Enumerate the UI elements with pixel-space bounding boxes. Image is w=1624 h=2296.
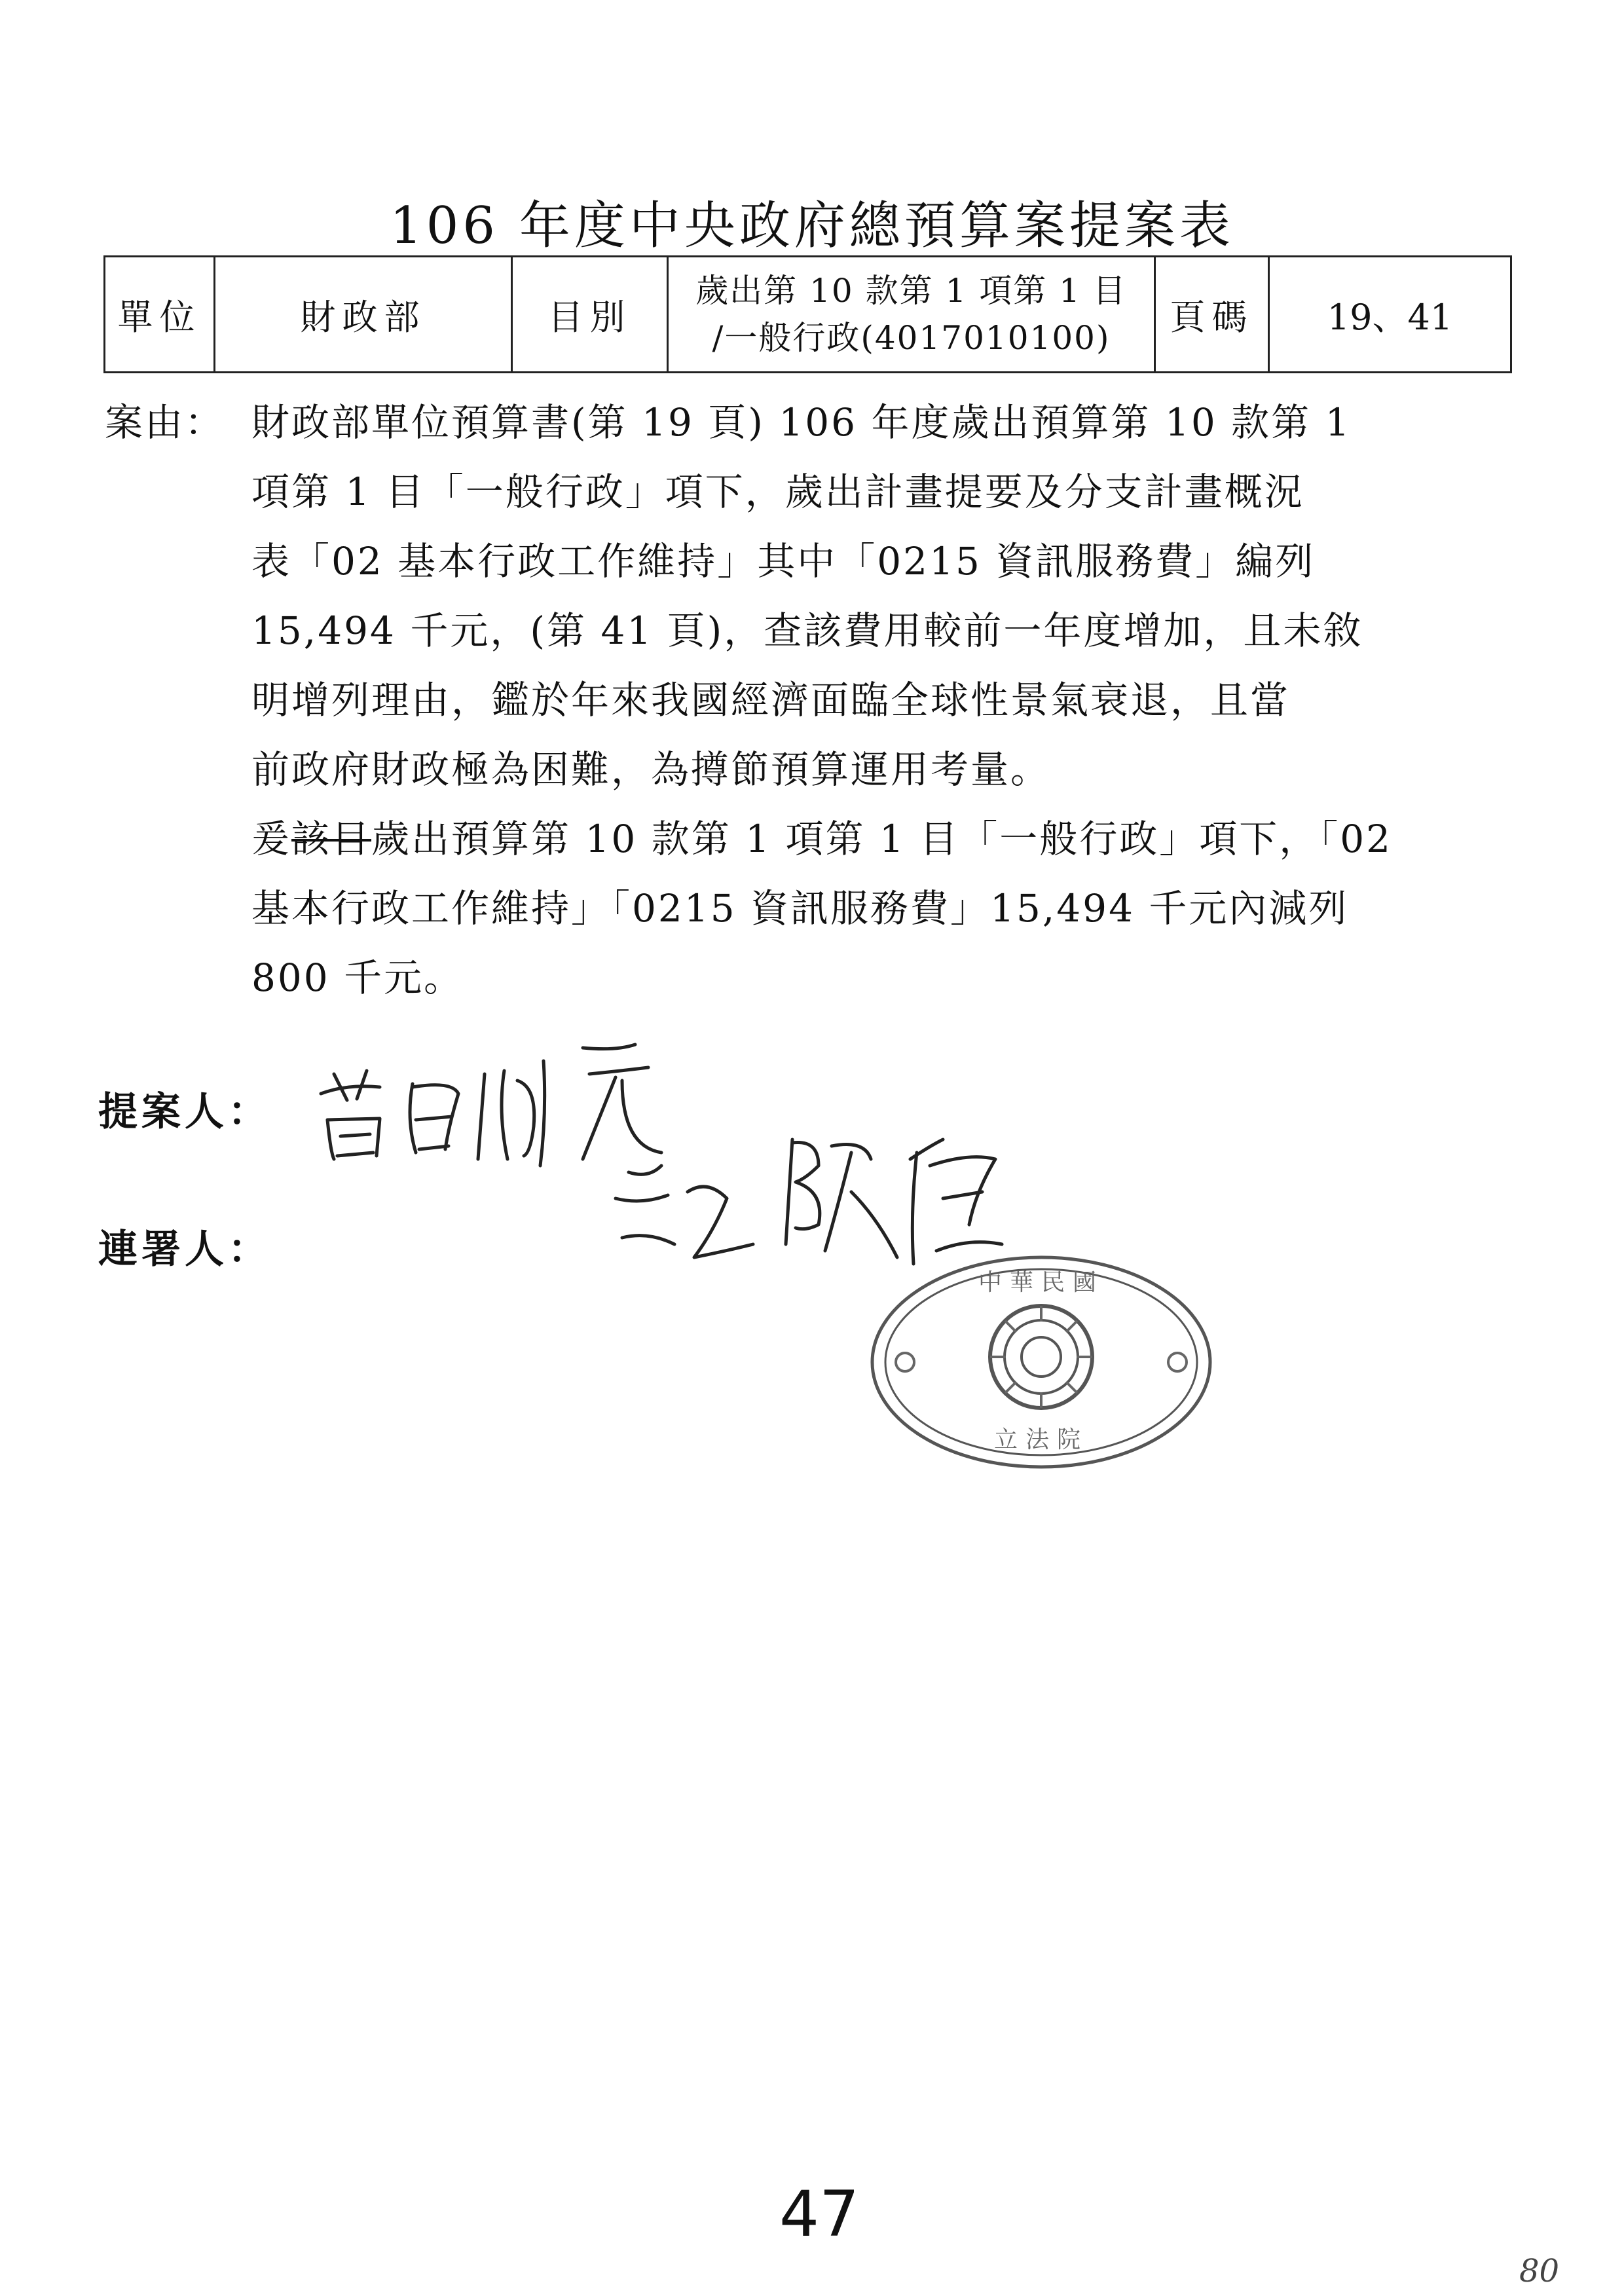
proposal-prefix: 爰 — [251, 817, 292, 861]
case-line: 表「02 基本行政工作維持」其中「0215 資訊服務費」編列 — [251, 539, 1316, 583]
proposal-line: 基本行政工作維持」「0215 資訊服務費」15,494 千元內減列 — [251, 886, 1349, 931]
page-value: 19、41 — [1269, 257, 1511, 373]
case-line: 前政府財政極為困難，為撙節預算運用考量。 — [251, 747, 1051, 792]
case-line: 財政部單位預算書(第 19 頁) 106 年度歲出預算第 10 款第 1 — [251, 400, 1352, 445]
proposal-rest: 歲出預算第 10 款第 1 項第 1 目「一般行政」項下，「02 — [371, 817, 1393, 861]
case-line: 明增列理由，鑑於年來我國經濟面臨全球性景氣衰退，且當 — [251, 678, 1291, 722]
svg-text:立法院: 立法院 — [993, 1426, 1089, 1453]
scan-number: 80 — [1519, 2253, 1560, 2289]
proposal-line: 800 千元。 — [251, 955, 464, 1000]
unit-value: 財政部 — [215, 257, 512, 373]
item-value — [668, 257, 1155, 373]
item-value-line1: 歲出第 10 款第 1 項第 1 目 — [695, 272, 1127, 310]
unit-label: 單位 — [105, 257, 215, 373]
item-label: 目別 — [512, 257, 668, 373]
proposer-label: 提案人： — [98, 1089, 271, 1135]
svg-text:中華民國: 中華民國 — [978, 1269, 1105, 1296]
proposal-line — [251, 808, 1392, 863]
info-table — [103, 255, 1512, 373]
page-label: 頁碼 — [1155, 257, 1269, 373]
legislative-yuan-seal — [864, 1244, 1218, 1480]
case-line: 項第 1 目「一般行政」項下，歲出計畫提要及分支計畫概況 — [251, 470, 1304, 514]
item-value-line2: /一般行政(4017010100) — [712, 319, 1111, 357]
proposal-struck-text: 該目 — [291, 817, 372, 861]
case-label: 案由： — [105, 400, 225, 445]
page-title: 106 年度中央政府總預算案提案表 — [390, 196, 1234, 255]
page-number: 47 — [779, 2177, 860, 2251]
case-line: 15,494 千元，(第 41 頁)，查該費用較前一年度增加，且未敘 — [251, 608, 1363, 653]
cosigner-label: 連署人： — [98, 1227, 271, 1272]
